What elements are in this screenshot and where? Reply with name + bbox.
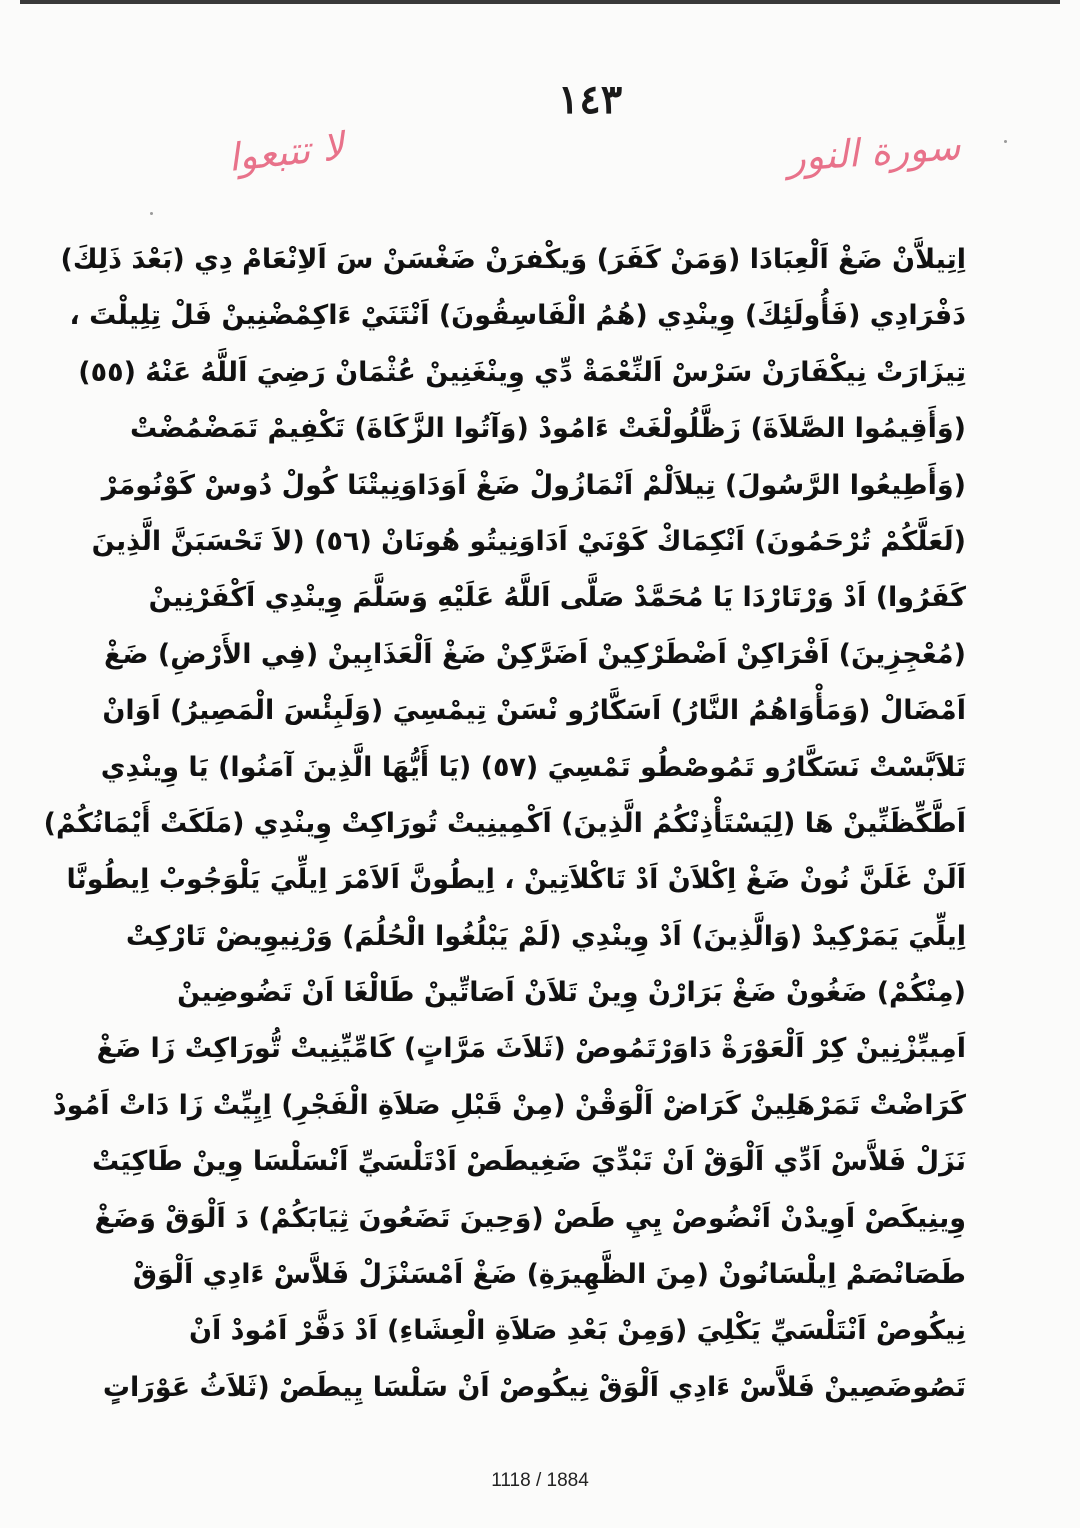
- body-text: [43, 232, 966, 1416]
- text-line: تِيزَارَتْ نِيكْفَارَنْ سَرْسْ اَلنِّعْمَةْ دِّي وِينْغَنِينْ عُثْمَانْ رَضِيَ اَللَّهُ عَنْهُ (٥٥): [78, 356, 966, 388]
- text-line: نَزَلْ فَلاَّسْ اَدِّي اَلْوَقْ اَنْ تَبْدِّيَ ضَغِيطَصْ اَدْتَلْسَيِّ اَنْسَلْسَا وِينْ طَاكِيَتْ: [91, 1146, 966, 1178]
- text-line: كَفَرُوا) اَدْ وَرْتَارْدَا يَا مُحَمَّدْ صَلَّى اَللَّهُ عَلَيْهِ وَسَلَّمَ وِينْدِي اَكْفَرْنِينْ: [148, 582, 966, 614]
- text-line: اَطَّكِّظَنِّينْ هَا (لِيَسْتَأْذِنْكُمُ الَّذِينَ) اَكْمِينِيتْ تُورَاكِتْ وِينْدِي (مَلَكَتْ أَيْمَانُكُمْ): [43, 807, 966, 839]
- text-line: دَفْرَادِي (فَأُولَئِكَ) وِينْدِي (هُمُ الْفَاسِقُونَ) اَنْتَنَيْ ءَاكِمْضْنِينْ فَلْ تِلِيلْتَ ،: [69, 300, 966, 332]
- text-line: طَصَانْصَمْ اِيلْسَانُونْ (مِنَ الظَّهِيرَةِ) ضَغْ اَمْسَنْزَلْ فَلاَّسْ ءَادِي اَلْوَقْ: [132, 1259, 966, 1291]
- text-line: (وَأَقِيمُوا الصَّلاَةَ) زَظَّلُولْغَتْ ءَامُودْ (وَآتُوا الزَّكَاةَ) تَكْفِيمْ تَمَضْمُضْتْ: [130, 413, 966, 445]
- scan-speck: [150, 212, 153, 215]
- text-line: اَمْضَالْ (وَمَأْوَاهُمُ النَّارُ) اَسَكَّارُو نْسَنْ تِيمْسِيَ (وَلَبِئْسَ الْمَصِيرُ) اَوَانْ: [102, 695, 966, 727]
- text-line: تَلاَبَّسْتْ نَسَكَّارُو تَمُوصْطُو تَمْسِيَ (٥٧) (يَا أَيُّهَا الَّذِينَ آمَنُوا) يَا وِينْدِي: [100, 751, 966, 783]
- text-line: (لَعَلَّكُمْ تُرْحَمُونَ) اَنْكِمَاكْ كَوْنَيْ اَدَاوَنِيتُو هُونَانْ (٥٦) (لاَ تَحْسَبَنَّ الَّذِينَ: [91, 525, 966, 557]
- text-line: (مِنْكُمْ) ضَغُونْ ضَغْ بَرَارْنْ وِينْ تَلاَنْ اَصَاتِّينْ طَالْغَا اَنْ تَضُوضِينْ: [177, 977, 966, 1009]
- text-line: اَمِيبِّزْنِينْ كِرْ اَلْعَوْرَةْ دَاوَرْتَمُوصْ (ثَلاَثَ مَرَّاتٍ) كَامِّيِّنِيتْ تُّورَاكِتْ زَا ضَغْ: [96, 1033, 966, 1065]
- text-line: (وَأَطِيعُوا الرَّسُولَ) تِيلاَلْمْ اَنْمَازُولْ ضَغْ اَوَدَاوَنِيتْنَا كُولْ دُوسْ كَوْنُومَرْ: [101, 469, 966, 501]
- top-scan-edge: [20, 0, 1060, 4]
- handwritten-catchword: لا تتبعوا: [226, 124, 346, 180]
- page-number: ١٤٣: [557, 76, 623, 123]
- handwritten-surah-name: سورة النور: [785, 124, 962, 180]
- text-line: (مُعْجِزِينَ) اَفْرَاكِنْ اَضْطَرْكِينْ اَضَرَّكِنْ ضَغْ اَلْعَذَابِينْ (فِي الأَرْضِ) ضَغْ: [103, 638, 966, 670]
- text-line: اِيلِّيَ يَمَرْكِيدْ (وَالَّذِينَ) اَدْ وِينْدِي (لَمْ يَبْلُغُوا الْحُلُمَ) وَرْنِيوِيضْ تَارْكِتْ: [125, 920, 966, 952]
- text-line: تَصُوضَصِينْ فَلاَّسْ ءَادِي اَلْوَقْ نِيكُوصْ اَنْ سَلْسَا يِيطَصْ (ثَلاَثُ عَوْرَاتٍ: [102, 1371, 966, 1403]
- text-line: كَرَاضْتْ تَمَرْهَلِينْ كَرَاضْ اَلْوَقْنْ (مِنْ قَبْلِ صَلاَةِ الْفَجْرِ) اِيِيِّتْ زَا دَاتْ اَمُودْ: [52, 1089, 966, 1121]
- text-line: اِتِيلاَّنْ ضَغْ اَلْعِبَادَا (وَمَنْ كَفَرَ) وَيكْفرَنْ ضَغْسَنْ سَ اَلاِنْعَامْ دِي (بَعْدَ ذَلِكَ): [60, 244, 966, 275]
- scan-speck: [1004, 140, 1007, 143]
- text-line: نِيكُوصْ اَنْتَلْسَيِّ يَكْلِيَ (وَمِنْ بَعْدِ صَلاَةِ الْعِشَاءِ) اَدْ دَفَّرْ اَمُودْ اَنْ: [188, 1315, 966, 1347]
- text-line: وِينِيكَصْ اَوِيدْنْ اَنْضُوصْ يِيِ طَصْ (وَحِينَ تَضَعُونَ ثِيَابَكُمْ) دَ اَلْوَقْ وَضَغْ: [94, 1202, 966, 1234]
- text-line: اَلَنْ غَلَنَّ نُونْ ضَغْ اِكْلاَنْ اَدْ تَاكْلاَتِينْ ، اِيطُونَّ اَلاَمْرَ اِيلِّيَ يَلْوَجُوبْ اِيطُونَّا: [66, 864, 966, 896]
- page-counter: 1118 / 1884: [491, 1470, 589, 1491]
